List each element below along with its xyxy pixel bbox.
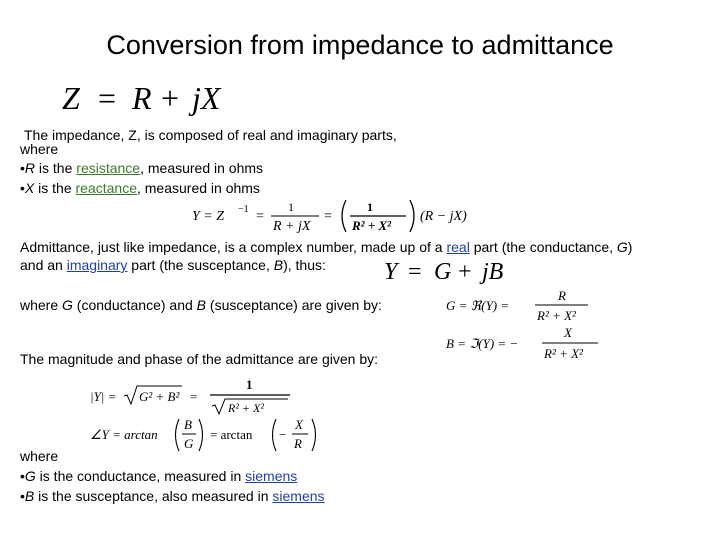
- gb-text: (conductance) and: [72, 297, 197, 313]
- imaginary-link[interactable]: imaginary: [66, 257, 128, 273]
- right-paren: [312, 419, 316, 451]
- formula-b-lhs: B = ℑ(Y) = −: [446, 336, 519, 351]
- formula-phase-den1: G: [184, 436, 194, 451]
- siemens-link[interactable]: siemens: [245, 468, 298, 484]
- formula-mag-eq: =: [190, 389, 198, 404]
- formula-z-lhs: Z: [62, 80, 80, 116]
- formula-ygb-jb: jB: [482, 259, 504, 285]
- intro-resistance-line: [20, 160, 263, 177]
- formula-phase-num2: X: [295, 417, 303, 432]
- measured-text: , measured in ohms: [136, 180, 260, 196]
- left-paren: [176, 419, 180, 451]
- formula-phase-den2: R: [294, 436, 302, 451]
- bullet: •: [20, 160, 25, 176]
- is-the-text: is the: [35, 160, 77, 176]
- b-var: B: [273, 257, 284, 273]
- formula-yinv-frac-den: R² + X²: [352, 218, 392, 233]
- conductance-line: [20, 468, 297, 485]
- formula-yinv-eq2: =: [324, 209, 332, 224]
- susceptance-text: is the susceptance, also measured in: [34, 488, 273, 504]
- admittance-text: ), thus:: [283, 257, 326, 273]
- formula-ygb-plus: +: [458, 259, 472, 285]
- formula-magnitude: [86, 376, 306, 416]
- formula-yinv-num: 1: [288, 200, 294, 214]
- admittance-line2: [20, 257, 326, 274]
- formula-conductance: [440, 286, 600, 326]
- real-link[interactable]: real: [446, 239, 470, 255]
- x-var: X: [24, 180, 35, 196]
- formula-z-plus: +: [161, 80, 180, 116]
- formula-g-num: R: [558, 288, 566, 303]
- admittance-text: Admittance, just like impedance, is a complex number, made up of a: [20, 239, 447, 255]
- siemens-link[interactable]: siemens: [272, 488, 325, 504]
- formula-admittance: [380, 256, 520, 288]
- formula-b-num: X: [564, 325, 572, 340]
- formula-ygb-g: G: [434, 259, 452, 285]
- r-var: R: [24, 160, 36, 176]
- formula-mag-root2: R² + X²: [228, 401, 264, 415]
- formula-phase-eq: = arctan: [210, 427, 253, 442]
- right-paren: [410, 200, 414, 232]
- formula-phase-minus: −: [279, 427, 287, 442]
- g-var: G: [616, 239, 628, 255]
- intro-reactance-line: [20, 180, 260, 197]
- formula-phase-num1: B: [184, 417, 192, 432]
- is-the-text: is the: [34, 180, 76, 196]
- admittance-line1: [20, 239, 632, 256]
- formula-b-den: R² + X²: [544, 346, 583, 361]
- intro-line2: where: [20, 141, 59, 157]
- formula-ygb-lhs: Y: [384, 259, 398, 285]
- admittance-text: part (the susceptance,: [127, 257, 274, 273]
- b-var: B: [24, 488, 35, 504]
- gb-text: (susceptance) are given by:: [206, 297, 382, 313]
- b-var: B: [196, 297, 207, 313]
- bullet: •: [20, 180, 25, 196]
- formula-yinv-exp: −1: [238, 204, 249, 215]
- formula-z-r: R: [132, 80, 152, 116]
- formula-ygb-eq: =: [408, 259, 422, 285]
- formula-y-inverse: [190, 196, 490, 236]
- resistance-link[interactable]: resistance: [76, 160, 141, 176]
- left-paren: [273, 419, 277, 451]
- magnitude-text: The magnitude and phase of the admittance are given by:: [20, 351, 379, 367]
- where-label: where: [20, 448, 59, 464]
- formula-phase-lhs: ∠Y = arctan: [90, 427, 158, 442]
- susceptance-line: [20, 488, 325, 505]
- formula-mag-root1: G² + B²: [139, 389, 180, 404]
- admittance-text: and an: [20, 257, 67, 273]
- bullet: •: [20, 488, 25, 504]
- formula-g-lhs: G = ℜ(Y) =: [446, 298, 510, 313]
- admittance-text: part (the conductance,: [469, 239, 617, 255]
- formula-g-den: R² + X²: [537, 308, 576, 323]
- g-var: G: [62, 297, 73, 313]
- bullet: •: [20, 468, 25, 484]
- formula-yinv-lhs: Y = Z: [192, 209, 225, 224]
- formula-yinv-den: R + jX: [273, 219, 311, 234]
- right-paren: [199, 419, 203, 451]
- formula-z-jx: jX: [192, 80, 221, 116]
- conductance-text: is the conductance, measured in: [35, 468, 246, 484]
- reactance-link[interactable]: reactance: [75, 180, 137, 196]
- formula-z-eq: =: [98, 80, 117, 116]
- formula-phase: [86, 414, 326, 456]
- formula-mag-num: 1: [246, 377, 253, 392]
- formula-yinv-eq: =: [256, 209, 264, 224]
- gb-text: where: [20, 297, 63, 313]
- gb-intro: [20, 297, 382, 314]
- page-title: Conversion from impedance to admittance: [106, 30, 614, 60]
- admittance-text: ): [627, 239, 633, 255]
- g-var: G: [24, 468, 36, 484]
- formula-impedance: [58, 80, 238, 116]
- left-paren: [342, 200, 346, 232]
- measured-text: , measured in ohms: [140, 160, 264, 176]
- formula-yinv-frac-num: 1: [367, 200, 373, 214]
- formula-mag-lhs: |Y| =: [90, 389, 117, 404]
- formula-yinv-tail: (R − jX): [420, 209, 467, 224]
- intro-line1: The impedance, Z, is composed of real and imaginary parts,: [24, 127, 397, 143]
- formula-susceptance: [440, 324, 610, 364]
